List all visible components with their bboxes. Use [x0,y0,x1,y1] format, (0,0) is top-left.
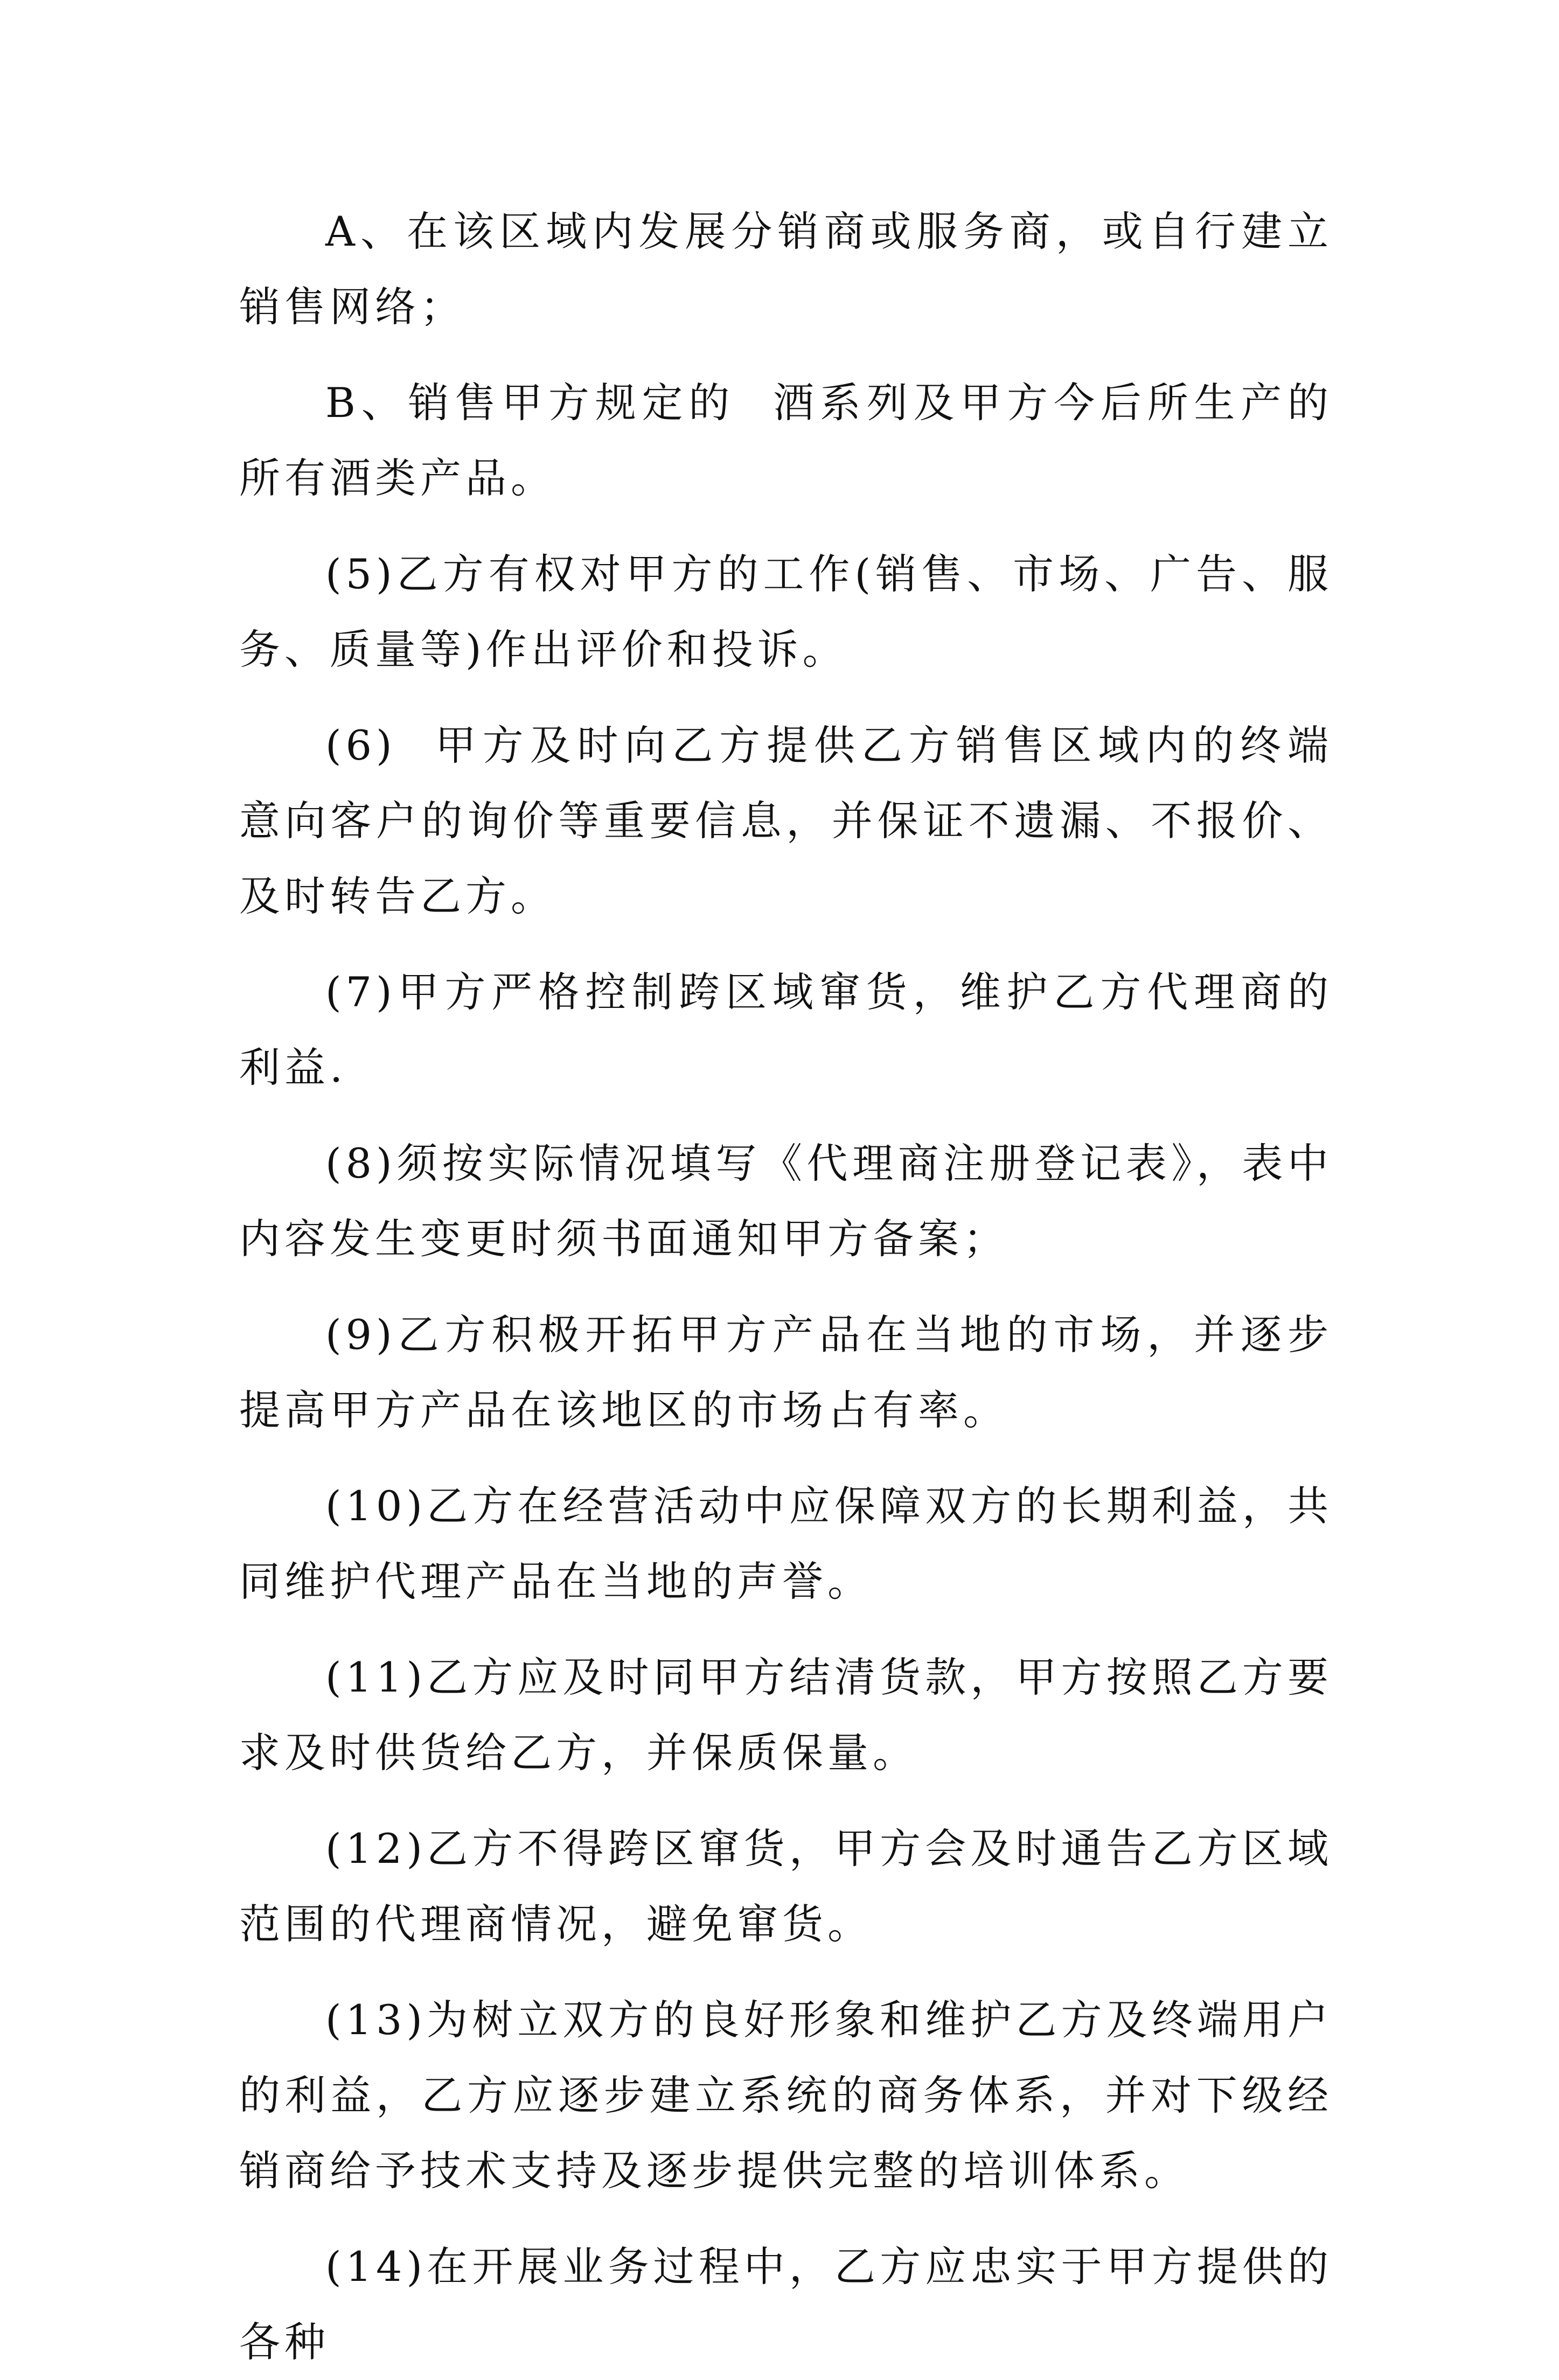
paragraph-7: (7)甲方严格控制跨区域窜货，维护乙方代理商的利益. [239,968,1333,1091]
paragraph-14: (14)在开展业务过程中，乙方应忠实于甲方提供的各种 [239,2243,1333,2366]
paragraph-b: B、销售甲方规定的 酒系列及甲方今后所生产的所有酒类产品。 [239,379,1333,502]
paragraph-8: (8)须按实际情况填写《代理商注册登记表》，表中内容发生变更时须书面通知甲方备案； [239,1139,1333,1263]
paragraph-10: (10)乙方在经营活动中应保障双方的长期利益，共同维护代理产品在当地的声誉。 [239,1482,1333,1605]
paragraph-11: (11)乙方应及时同甲方结清货款，甲方按照乙方要求及时供货给乙方，并保质保量。 [239,1653,1333,1777]
paragraph-6: (6) 甲方及时向乙方提供乙方销售区域内的终端意向客户的询价等重要信息，并保证不遗漏、不报价、及时转告乙方。 [239,721,1333,920]
paragraph-a: A、在该区域内发展分销商或服务商，或自行建立销售网络； [239,207,1333,331]
paragraph-13: (13)为树立双方的良好形象和维护乙方及终端用户的利益，乙方应逐步建立系统的商务体系，并对下级经销商给予技术支持及逐步提供完整的培训体系。 [239,1996,1333,2195]
paragraph-12: (12)乙方不得跨区窜货，甲方会及时通告乙方区域范围的代理商情况，避免窜货。 [239,1825,1333,1948]
paragraph-5: (5)乙方有权对甲方的工作(销售、市场、广告、服务、质量等)作出评价和投诉。 [239,550,1333,673]
paragraph-9: (9)乙方积极开拓甲方产品在当地的市场，并逐步提高甲方产品在该地区的市场占有率。 [239,1311,1333,1434]
document-body [239,194,1333,2380]
